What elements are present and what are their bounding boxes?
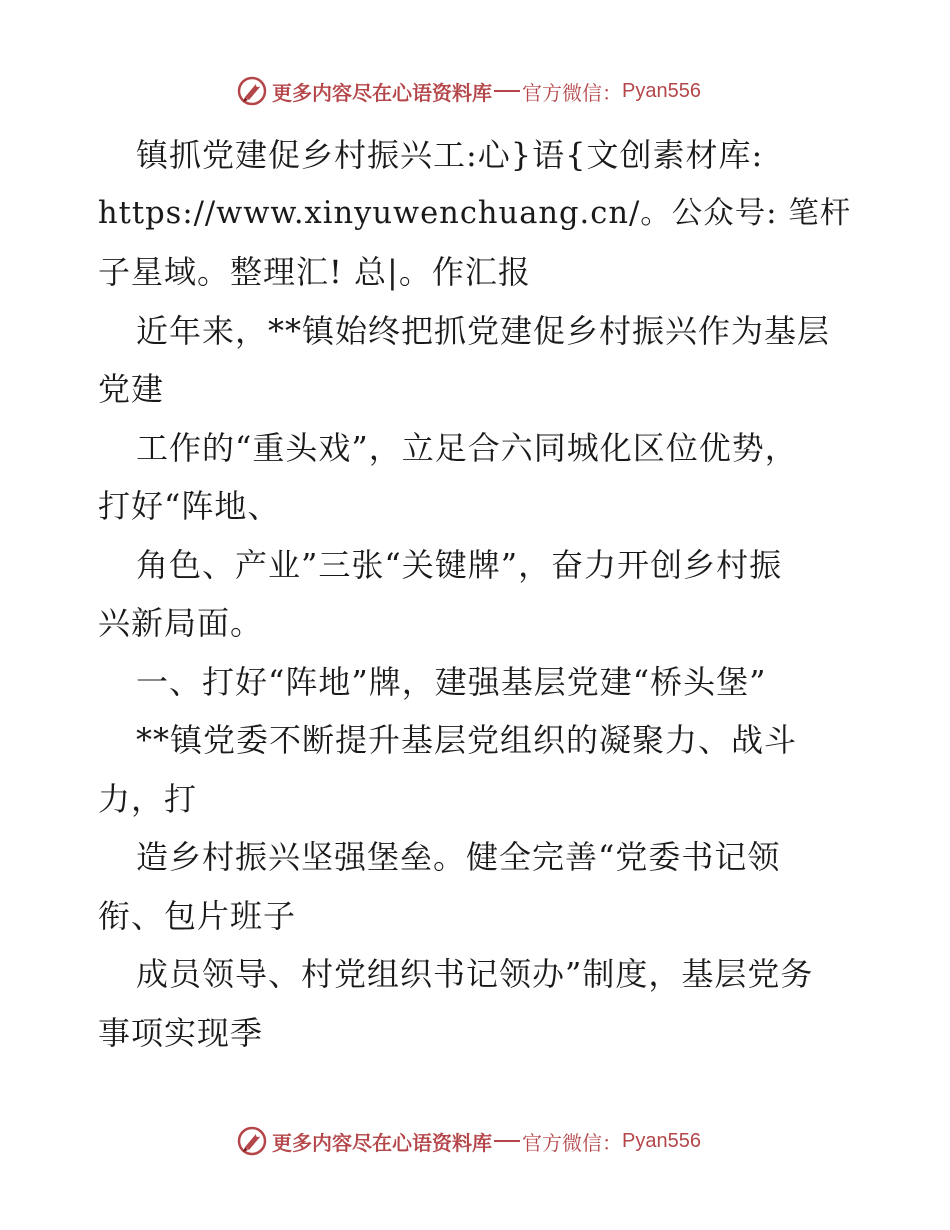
watermark-wechat-id: Pyan556 [622, 1129, 701, 1152]
text-line: 近年来，**镇始终把抓党建促乡村振兴作为基层 [136, 311, 831, 350]
watermark-text: 更多内容尽在心语资料库 [272, 1130, 492, 1155]
text-line: https://www.xinyuwenchuang.cn/。公众号: 笔杆 [98, 195, 852, 231]
text-line: 事项实现季 [98, 1013, 264, 1052]
text-line: 成员领导、村党组织书记领办”制度，基层党务 [136, 955, 814, 993]
header-watermark [236, 74, 701, 108]
text-line: 打好“阵地、 [98, 487, 281, 525]
watermark-text: 更多内容尽在心语资料库 [272, 80, 492, 105]
text-line: 造乡村振兴坚强堡垒。健全完善“党委书记领 [136, 838, 781, 876]
red-pen-logo-icon [236, 1125, 268, 1157]
document-body [98, 126, 858, 1062]
watermark-wechat-label: 官方微信： [522, 1130, 622, 1155]
red-pen-logo-icon [236, 75, 268, 107]
text-line: 兴新局面。 [98, 604, 264, 642]
watermark-dash [494, 90, 520, 92]
text-line: 党建 [98, 370, 165, 408]
footer-watermark [236, 1124, 701, 1158]
text-line: 衔、包片班子 [98, 896, 297, 935]
text-line: 工作的“重头戏”，立足合六同城化区位优势， [136, 428, 798, 467]
text-line: **镇党委不断提升基层党组织的凝聚力、战斗 [136, 721, 798, 759]
watermark-dash [494, 1140, 520, 1142]
text-line: 力，打 [98, 779, 198, 818]
watermark-wechat-label: 官方微信： [522, 80, 622, 105]
watermark-wechat-id: Pyan556 [622, 79, 701, 102]
text-line: 一、打好“阵地”牌，建强基层党建“桥头堡” [136, 662, 767, 701]
text-line: 镇抓党建促乡村振兴工:心}语{文创素材库: [136, 136, 764, 174]
text-line: 角色、产业”三张“关键牌”，奋力开创乡村振 [136, 545, 783, 584]
text-line: 子星域。整理汇! 总|。作汇报 [98, 253, 531, 291]
